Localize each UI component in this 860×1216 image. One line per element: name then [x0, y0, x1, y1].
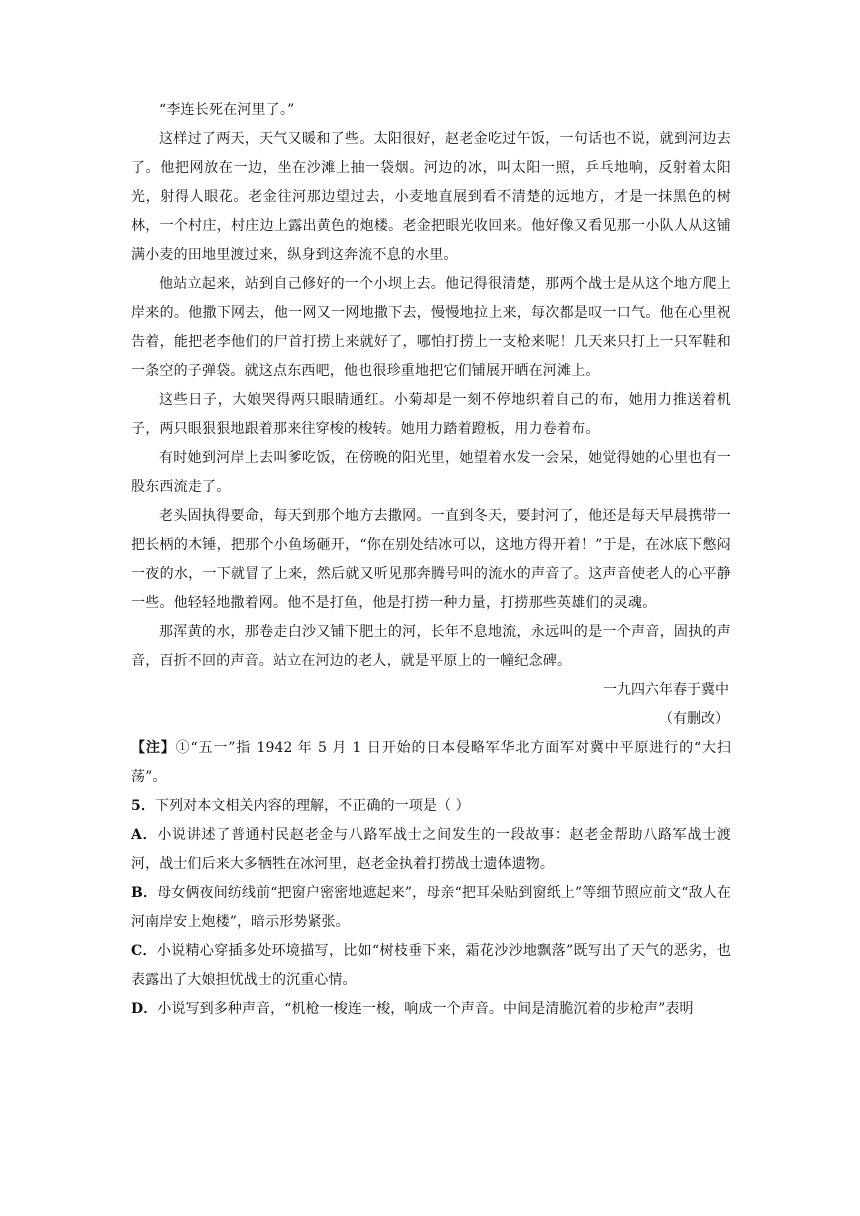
question-stem	[131, 792, 731, 821]
footnote-text: ①“五一”指 1942 年 5 月 1 日开始的日本侵略军华北方面军对冀中平原进行的“大扫荡”。	[131, 740, 731, 785]
option-d	[131, 995, 731, 1024]
option-a	[131, 821, 731, 879]
edited-note: （有删改）	[659, 711, 729, 727]
question-stem-text: 下列对本文相关内容的理解，不正确的一项是（ ）	[154, 798, 470, 814]
option-c	[131, 937, 731, 995]
option-text: 母女俩夜间纺线前“把窗户密密地遮起来”，母亲“把耳朵贴到窗纸上”等细节照应前文“敌人在河南岸安上炮楼”，暗示形势紧张。	[131, 885, 731, 930]
option-text: 小说精心穿插多处环境描写，比如“树枝垂下来，霜花沙沙地飘落”既写出了天气的恶劣，也表露出了大娘担忧战士的沉重心情。	[131, 943, 732, 988]
story-paragraph: 这样过了两天，天气又暖和了些。太阳很好，赵老金吃过午饭，一句话也不说，就到河边去了。他把网放在一边，坐在沙滩上抽一袋烟。河边的冰，叫太阳一照，乒乓地响，反射着太阳光，射得人眼花。老金往河那边望过去，小麦地直展到看不清楚的远地方，才是一抹黑色的树林，一个村庄，村庄边上露出黄色的炮楼。老金把眼光收回来。他好像又看见那一小队人从这铺满小麦的田地里渡过来，纵身到这奔流不息的水里。	[131, 131, 731, 263]
document-page	[131, 96, 731, 1024]
story-paragraph: 他站立起来，站到自己修好的一个小坝上去。他记得很清楚，那两个战士是从这个地方爬上岸来的。他撒下网去，他一网又一网地撒下去，慢慢地拉上来，每次都是叹一口气。他在心里祝告着，能把老李他们的尸首打捞上来就好了，哪怕打捞上一支枪来呢！几天来只打上一只军鞋和一条空的子弹袋。就这点东西吧，他也很珍重地把它们铺展开晒在河滩上。	[131, 276, 731, 379]
question-5	[131, 792, 731, 1024]
option-label: A．	[131, 827, 158, 843]
story-text	[131, 96, 731, 676]
option-label: C．	[131, 943, 157, 959]
option-text: 小说讲述了普通村民赵老金与八路军战士之间发生的一段故事：赵老金帮助八路军战士渡河，战士们后来大多牺牲在冰河里，赵老金执着打捞战士遗体遗物。	[131, 827, 732, 872]
story-paragraph: 这些日子，大娘哭得两只眼睛通红。小菊却是一刻不停地织着自己的布，她用力推送着机子，两只眼狠狠地跟着那来往穿梭的梭转。她用力踏着蹬板，用力卷着布。	[131, 392, 731, 437]
option-b	[131, 879, 731, 937]
story-paragraph: 那浑黄的水，那卷走白沙又铺下肥土的河，长年不息地流，永远叫的是一个声音，固执的声音，百折不回的声音。站立在河边的老人，就是平原上的一幢纪念碑。	[131, 624, 731, 669]
story-paragraph: 有时她到河岸上去叫爹吃饭，在傍晚的阳光里，她望着水发一会呆，她觉得她的心里也有一股东西流走了。	[131, 450, 731, 495]
option-text: 小说写到多种声音，“机枪一梭连一梭，响成一个声音。中间是清脆沉着的步枪声”表明	[157, 1001, 694, 1017]
date-line: 一九四六年春于冀中	[603, 682, 729, 698]
option-label: B．	[131, 885, 158, 901]
option-label: D．	[131, 1001, 158, 1017]
footnote	[131, 734, 731, 792]
story-paragraph: 老头固执得要命，每天到那个地方去撒网。一直到冬天，要封河了，他还是每天早晨携带一把长柄的木锤，把那个小鱼场砸开，“你在别处结冰可以，这地方得开着！”于是，在冰底下憋闷一夜的水，一下就冒了上来，然后就又听见那奔腾号叫的流水的声音了。这声音使老人的心平静一些。他轻轻地撒着网。他不是打鱼，他是打捞一种力量，打捞那些英雄们的灵魂。	[131, 508, 731, 611]
story-paragraph: “李连长死在河里了。”	[159, 102, 295, 118]
footnote-label: 【注】	[131, 740, 176, 756]
question-number: 5．	[131, 798, 155, 814]
